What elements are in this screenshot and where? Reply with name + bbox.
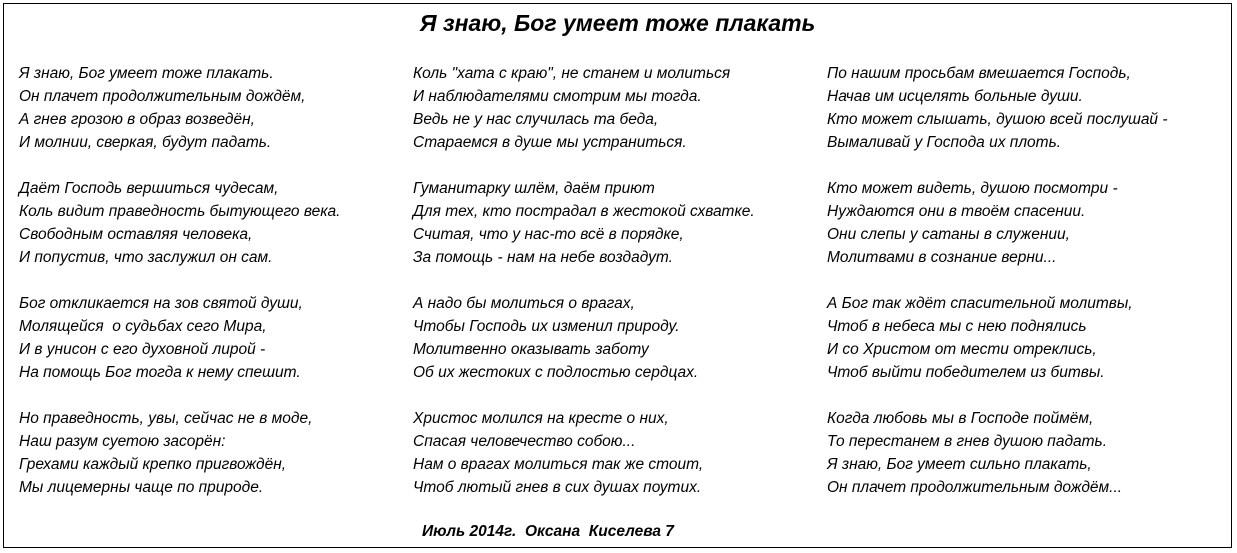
poem-line: А гнев грозою в образ возведён, [19,111,255,128]
stanza [413,292,755,384]
poem-line: По нашим просьбам вмешается Господь, [827,65,1131,82]
poem-line: Молящейся о судьбах сего Мира, [19,318,267,335]
poem-line: Коль "хата с краю", не станем и молиться [413,65,731,82]
poem-line: Чтоб лютый гнев в сих душах поутих. [413,479,702,496]
poem-line: И молнии, сверкая, будут падать. [19,134,272,151]
poem-line: А Бог так ждёт спасительной молитвы, [827,295,1133,312]
poem-line: Кто может видеть, душою посмотри - [827,180,1118,197]
stanza [827,177,1168,269]
poem-column-2 [413,62,755,522]
poem-line: Гуманитарку шлём, даём приют [413,180,655,197]
poem-line: Для тех, кто пострадал в жестокой схватке. [413,203,755,220]
stanza [19,177,340,269]
poem-line: Считая, что у нас-то всё в порядке, [413,226,684,243]
stanza [413,407,755,499]
poem-signature: Июль 2014г. Оксана Киселева 7 [422,523,674,540]
poem-line: Он плачет продолжительным дождём, [19,88,306,105]
poem-line: Нам о врагах молиться так же стоит, [413,456,704,473]
poem-line: Когда любовь мы в Господе поймём, [827,410,1094,427]
poem-line: Об их жестоких с подлостью сердцах. [413,364,699,381]
stanza [413,62,755,154]
poem-line: На помощь Бог тогда к нему спешит. [19,364,301,381]
poem-line: Молитвами в сознание верни... [827,249,1057,266]
poem-line: Они слепы у сатаны в служении, [827,226,1070,243]
poem-line: Бог откликается на зов святой души, [19,295,303,312]
poem-line: Молитвенно оказывать заботу [413,341,649,358]
poem-line: Мы лицемерны чаще по природе. [19,479,264,496]
poem-column-1 [19,62,340,522]
poem-frame [3,3,1232,548]
poem-line: Вымаливай у Господа их плоть. [827,134,1062,151]
poem-line: Спасая человечество собою... [413,433,636,450]
poem-line: То перестанем в гнев душою падать. [827,433,1107,450]
stanza [827,62,1168,154]
poem-line: Я знаю, Бог умеет сильно плакать, [827,456,1092,473]
poem-line: И в унисон с его духовной лирой - [19,341,266,358]
poem-line: Чтоб выйти победителем из битвы. [827,364,1105,381]
stanza [19,292,340,384]
poem-line: Но праведность, увы, сейчас не в моде, [19,410,313,427]
stanza [19,407,340,499]
poem-line: Чтоб в небеса мы с нею поднялись [827,318,1087,335]
poem-line: И со Христом от мести отреклись, [827,341,1097,358]
poem-line: Даёт Господь вершиться чудесам, [19,180,279,197]
poem-line: Стараемся в душе мы устраниться. [413,134,687,151]
poem-line: Свободным оставляя человека, [19,226,253,243]
poem-line: Нуждаются они в твоём спасении. [827,203,1086,220]
poem-line: Он плачет продолжительным дождём... [827,479,1123,496]
poem-line: Начав им исцелять больные души. [827,88,1083,105]
poem-line: И наблюдателями смотрим мы тогда. [413,88,702,105]
stanza [413,177,755,269]
stanza [19,62,340,154]
poem-line: Наш разум суетою засорён: [19,433,226,450]
poem-line: И попустив, что заслужил он сам. [19,249,273,266]
poem-line: Я знаю, Бог умеет тоже плакать. [19,65,274,82]
poem-line: Ведь не у нас случилась та беда, [413,111,659,128]
poem-line: Христос молился на кресте о них, [413,410,669,427]
poem-line: А надо бы молиться о врагах, [413,295,635,312]
poem-line: Коль видит праведность бытующего века. [19,203,341,220]
poem-line: За помощь - нам на небе воздадут. [413,249,673,266]
stanza [827,292,1168,384]
poem-line: Кто может слышать, душою всей послушай - [827,111,1168,128]
poem-column-3 [827,62,1168,522]
stanza [827,407,1168,499]
poem-line: Чтобы Господь их изменил природу. [413,318,680,335]
poem-line: Грехами каждый крепко пригвождён, [19,456,287,473]
poem-title: Я знаю, Бог умеет тоже плакать [419,10,816,36]
